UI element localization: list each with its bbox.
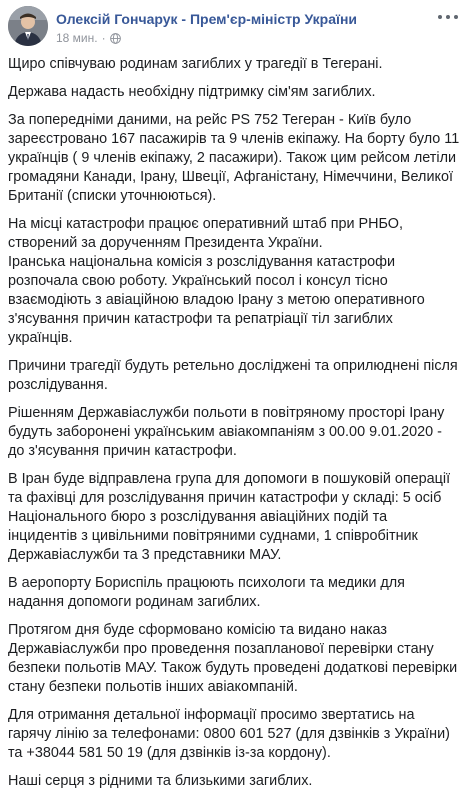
post-paragraph: Наші серця з рідними та близькими загиблих. bbox=[8, 773, 313, 789]
author-separator: - bbox=[177, 11, 190, 27]
post-paragraph: В Іран буде відправлена група для допомоги в пошуковій операції та фахівці для розслідування причин катастрофи у складі: 5 осіб Національного бюро з розслідування авіаційних подій та інцидентів з цивільними повітряними суднами, 1 співробітник Державіаслужби та 3 представники МАУ. bbox=[8, 471, 451, 563]
post-paragraph: В аеропорту Бориспіль працюють психологи та медики для надання допомоги родинам загиблих. bbox=[8, 575, 405, 610]
avatar-image bbox=[8, 6, 48, 46]
post-paragraph: Рішенням Державіаслужби польоти в повітряному просторі Ірану будуть заборонені українським авіакомпаніям з 00.00 9.01.2020 - до з'ясування причин катастрофи. bbox=[8, 405, 445, 459]
more-dot bbox=[454, 15, 458, 19]
post-paragraph: Держава надасть необхідну підтримку сім'ям загиблих. bbox=[8, 84, 376, 100]
post-body bbox=[8, 55, 460, 800]
meta-dot: · bbox=[101, 31, 106, 45]
more-dot bbox=[438, 15, 442, 19]
globe-icon[interactable] bbox=[110, 33, 121, 44]
post-paragraph: Причини трагедії будуть ретельно досліджені та оприлюднені після розслідування. bbox=[8, 358, 458, 393]
post-meta bbox=[56, 31, 121, 45]
post-timestamp[interactable]: 18 мин. bbox=[56, 31, 98, 45]
more-options-icon[interactable] bbox=[438, 10, 458, 24]
post-paragraph: Щиро співчуваю родинам загиблих у трагедії в Тегерані. bbox=[8, 56, 383, 72]
post-paragraph: На місці катастрофи працює оперативний штаб при РНБО, створений за дорученням Президента України. bbox=[8, 216, 403, 251]
avatar[interactable] bbox=[8, 6, 48, 46]
post-paragraph: За попередніми даними, на рейс PS 752 Тегеран - Київ було зареєстровано 167 пасажирів та 9 членів екіпажу. На борту було 11 українців ( 9 членів екіпажу, 2 пасажири). Також цим рейсом летіли громадяни Канади, Ірану, Швеції, Афганістану, Німеччини, Великої Британії (списки уточнюються). bbox=[8, 112, 460, 204]
post-paragraph: Протягом дня буде сформовано комісію та видано наказ Державіаслужби про проведення позапланової перевірки стану безпеки польотів МАУ. Також будуть проведені додаткові перевірки стану безпеки польотів інших авіакомпаній. bbox=[8, 622, 458, 695]
post-paragraph: Іранська національна комісія з розслідування катастрофи розпочала свою роботу. Український посол і консул тісно взаємодіють з авіаційною владою Ірану з метою оперативного з'ясування причин катастрофи та репатріації тіл загиблих українців. bbox=[8, 254, 425, 346]
post-paragraph: Для отримання детальної інформації просимо звертатись на гарячу лінію за телефонами: 0800 601 527 (для дзвінків з України) та +38044 581 50 19 (для дзвінків із-за кордону). bbox=[8, 707, 450, 761]
author-line bbox=[56, 11, 357, 27]
author-name-link[interactable]: Олексій Гончарук bbox=[56, 11, 178, 27]
author-title-link[interactable]: Прем'єр-міністр України bbox=[189, 11, 358, 27]
more-dot bbox=[446, 15, 450, 19]
post-header bbox=[8, 6, 460, 50]
